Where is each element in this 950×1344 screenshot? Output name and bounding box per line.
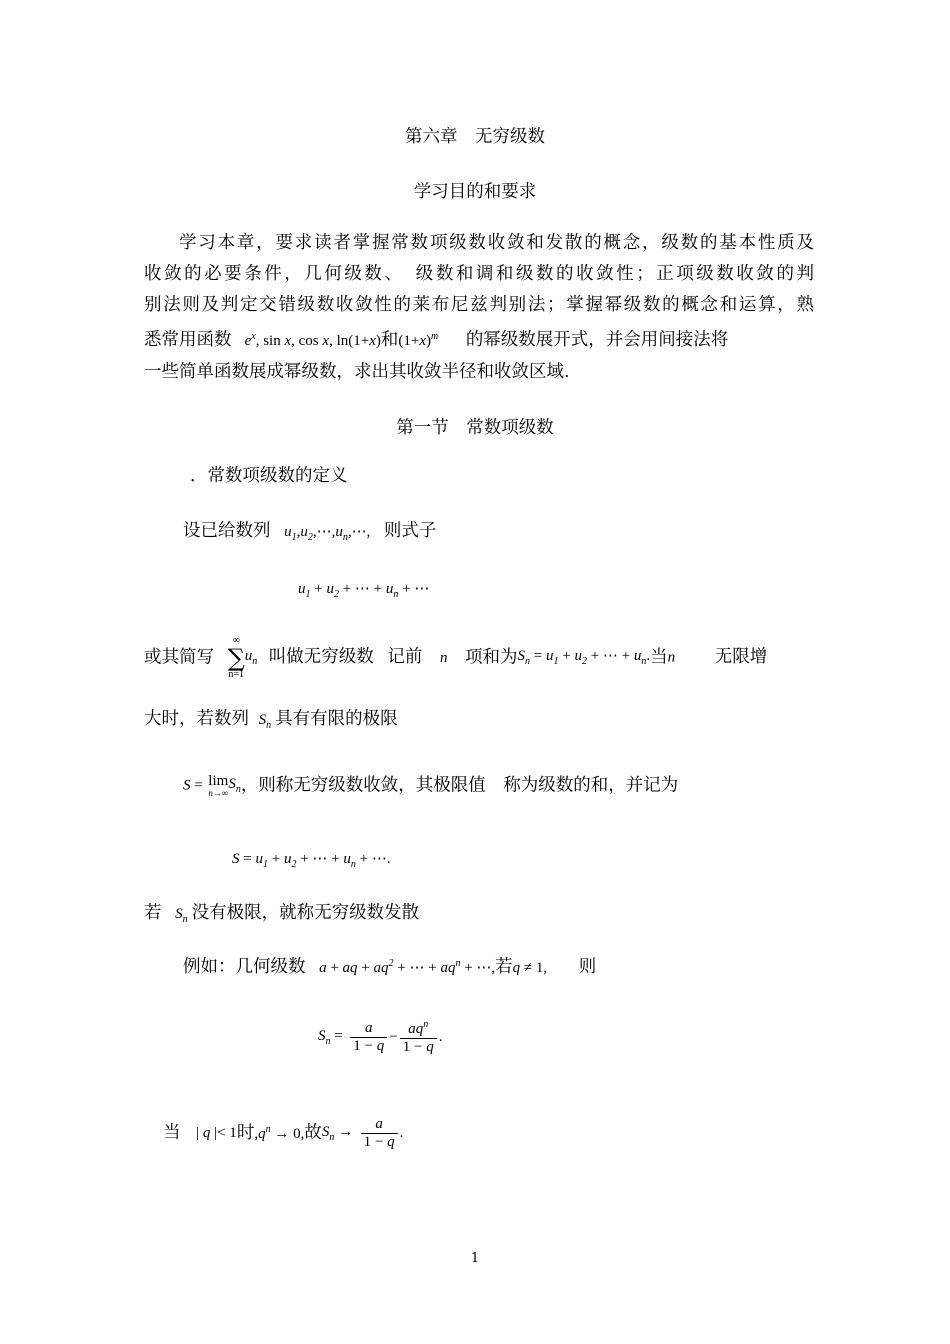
intro-paragraph xyxy=(144,228,814,388)
given-sequence-line: 设已给数列 $u_1,u_2,\cdots,u_n,\cdots$, 则式子 xyxy=(183,521,437,543)
sequence-limit-line: 大时，若数列 $S_n$ 具有有限的极限 xyxy=(144,709,398,731)
sigma-symbol: ∞ ∑ n=1 xyxy=(227,635,245,680)
intro-line-5: 一些简单函数展成幂级数，求出其收敛半径和收敛区域. xyxy=(144,362,570,382)
abbreviation-line: 或其简写 ∞ ∑ n=1 $u_n$ 叫做无穷级数 记前 n 项和为$S_n = u_1 + u_2$ + ⋯ + $u_n$.当n 无限增 xyxy=(144,635,768,680)
example-line: 例如：几何级数 a + aq + $aq^2$ + ⋯ + $aq^n$ + ⋯,若q ≠ 1, 则 xyxy=(183,957,597,977)
section-title: 第一节 常数项级数 xyxy=(396,418,554,438)
limit-symbol: lim n→∞ xyxy=(208,773,229,798)
limit-result-line: 当 | q |< 1时$,q^n \to 0$,故$S_n$ → $\frac{a}{1 - q}$ . xyxy=(163,1116,404,1150)
intro-line-4: 悉常用函数 $e^x$, sin x, cos x, ln(1+x)和$(1+x)^m$ 的幂级数展开式，并会用间接法将 xyxy=(144,330,729,350)
subheading: ．常数项级数的定义 xyxy=(190,466,348,486)
partial-sum-formula: $S_n$ = $\frac{a}{1 - q}$ − $\frac{aq^n}{1 - q}$ . xyxy=(318,1019,443,1055)
page-number: 1 xyxy=(470,1251,480,1266)
series-formula: $u_1 + u_2$ + ⋯ + $u_n$ + ⋯ xyxy=(298,581,430,600)
divergence-line: 若 $S_n$ 没有极限，就称无穷级数发散 xyxy=(144,903,420,925)
formula-common-functions: $e^x$, sin x, cos x, ln(1+x) xyxy=(237,331,381,349)
intro-line-3: 别法则及判定交错级数收敛性的莱布尼兹判别法；掌握幂级数的概念和运算，熟 xyxy=(144,295,814,315)
sum-formula: $S = u_1 + u_2$ + ⋯ + $u_n$ + ⋯. xyxy=(232,851,391,870)
intro-line-1: 学习本章，要求读者掌握常数项级数收敛和发散的概念，级数的基本性质及 xyxy=(179,233,814,253)
intro-line-2: 收敛的必要条件，几何级数、 级数和调和级数的收敛性；正项级数收敛的判 xyxy=(144,264,814,284)
convergence-line: S = lim n→∞ $S_n$，则称无穷级数收敛，其极限值 称为级数的和，并记为 xyxy=(183,773,679,798)
chapter-title: 第六章 无穷级数 xyxy=(405,127,545,147)
objectives-heading: 学习目的和要求 xyxy=(413,182,537,202)
